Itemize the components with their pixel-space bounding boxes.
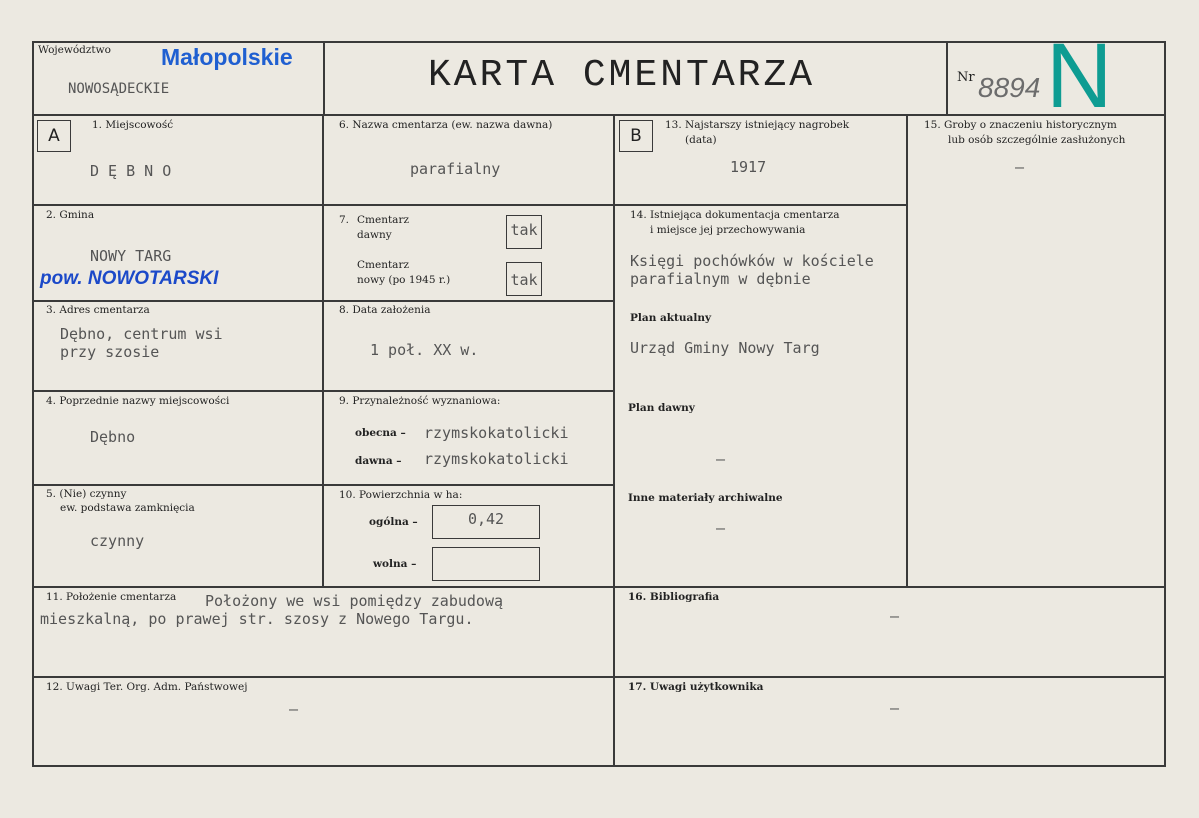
section-b-box: B <box>619 120 653 152</box>
field-11-value-line1: Położony we wsi pomiędzy zabudową <box>205 592 504 610</box>
field-1-value: D Ę B N O <box>90 162 172 180</box>
field-5-label-line2: ew. podstawa zamknięcia <box>60 502 195 514</box>
field-5-label-line1: 5. (Nie) czynny <box>46 488 127 500</box>
field-10-label: 10. Powierzchnia w ha: <box>339 489 463 501</box>
field-17-value: – <box>890 699 900 717</box>
field-6-label: 6. Nazwa cmentarza (ew. nazwa dawna) <box>339 119 553 131</box>
field-7-nowy-line2: nowy (po 1945 r.) <box>357 274 451 286</box>
field-15-label-line1: 15. Groby o znaczeniu historycznym <box>924 119 1117 131</box>
field-15-value: – <box>1015 158 1025 176</box>
col-divider-2 <box>613 114 615 766</box>
field-11-value-line2: mieszkalną, po prawej str. szosy z Nowego Targu. <box>40 610 474 628</box>
field-7-dawny-line1: Cmentarz <box>357 214 409 226</box>
wojewodztwo-value: NOWOSĄDECKIE <box>68 81 170 97</box>
field-4-value: Dębno <box>90 428 136 446</box>
wojewodztwo-stamp: Małopolskie <box>161 44 293 70</box>
field-2-value: NOWY TARG <box>90 247 172 265</box>
field-9-dawna-label: dawna – <box>355 455 402 467</box>
row-divider-2 <box>32 300 613 302</box>
field-16-value: – <box>890 607 900 625</box>
row-divider-6 <box>32 676 1166 678</box>
border-left <box>32 41 34 766</box>
row-divider-b1 <box>613 204 906 206</box>
col-divider-1 <box>322 114 324 586</box>
field-8-label: 8. Data założenia <box>339 304 431 316</box>
field-1-label: 1. Miejscowość <box>92 119 174 131</box>
border-top <box>32 41 1166 43</box>
field-13-value: 1917 <box>730 158 767 176</box>
field-9-obecna-label: obecna – <box>355 427 406 439</box>
field-10-wolna-box <box>432 547 540 581</box>
field-16-label: 16. Bibliografia <box>628 591 720 603</box>
row-divider-1 <box>32 204 613 206</box>
header-divider <box>32 114 1166 116</box>
plan-dawny-label: Plan dawny <box>628 402 695 414</box>
field-12-label: 12. Uwagi Ter. Org. Adm. Państwowej <box>46 681 248 693</box>
wojewodztwo-label: Województwo <box>38 44 111 56</box>
field-10-wolna-label: wolna – <box>373 558 417 570</box>
nr-value: 8894 <box>978 72 1041 103</box>
field-6-value: parafialny <box>410 160 501 178</box>
inne-materialy-value: – <box>716 519 726 537</box>
field-15-label-line2: lub osób szczególnie zasłużonych <box>948 134 1126 146</box>
header-split-2 <box>946 41 948 114</box>
row-divider-3 <box>32 390 613 392</box>
field-9-obecna-value: rzymskokatolicki <box>424 424 569 442</box>
plan-aktualny-value: Urząd Gminy Nowy Targ <box>630 339 820 357</box>
field-7-nowy-box: tak <box>506 262 542 296</box>
plan-aktualny-label: Plan aktualny <box>630 312 712 324</box>
field-3-label: 3. Adres cmentarza <box>46 304 150 316</box>
field-13-label-line2: (data) <box>685 134 717 146</box>
field-10-ogolna-box: 0,42 <box>432 505 540 539</box>
field-2-handwritten: pow. NOWOTARSKI <box>40 268 219 289</box>
border-right <box>1164 41 1166 766</box>
border-bottom <box>32 765 1166 767</box>
field-3-value-line2: przy szosie <box>60 343 160 361</box>
plan-dawny-value: – <box>716 450 726 468</box>
col-divider-3 <box>906 114 908 586</box>
field-7-label: 7. <box>339 214 350 226</box>
card-title: KARTA CMENTARZA <box>428 54 816 97</box>
field-4-label: 4. Poprzednie nazwy miejscowości <box>46 395 230 407</box>
field-14-label-line2: i miejsce jej przechowywania <box>650 224 806 236</box>
field-9-dawna-value: rzymskokatolicki <box>424 450 569 468</box>
field-7-dawny-box: tak <box>506 215 542 249</box>
field-9-label: 9. Przynależność wyznaniowa: <box>339 395 501 407</box>
row-divider-4 <box>32 484 613 486</box>
field-12-value: – <box>289 700 299 718</box>
field-17-label: 17. Uwagi użytkownika <box>628 681 764 693</box>
field-11-label: 11. Położenie cmentarza <box>46 591 177 603</box>
field-5-value: czynny <box>90 532 145 550</box>
nr-label: Nr <box>957 70 975 85</box>
row-divider-5 <box>32 586 1166 588</box>
header-split-1 <box>323 41 325 114</box>
field-2-label: 2. Gmina <box>46 209 95 221</box>
field-3-value-line1: Dębno, centrum wsi <box>60 325 223 343</box>
field-14-label-line1: 14. Istniejąca dokumentacja cmentarza <box>630 209 840 221</box>
field-8-value: 1 poł. XX w. <box>370 341 479 359</box>
field-14-value-line1: Księgi pochówków w kościele <box>630 252 874 270</box>
field-7-dawny-line2: dawny <box>357 229 392 241</box>
section-a-box: A <box>37 120 71 152</box>
field-7-nowy-line1: Cmentarz <box>357 259 409 271</box>
category-mark: N <box>1046 25 1113 127</box>
field-10-ogolna-label: ogólna – <box>369 516 418 528</box>
field-14-value-line2: parafialnym w dębnie <box>630 270 811 288</box>
inne-materialy-label: Inne materiały archiwalne <box>628 492 783 504</box>
field-13-label-line1: 13. Najstarszy istniejący nagrobek <box>665 119 850 131</box>
